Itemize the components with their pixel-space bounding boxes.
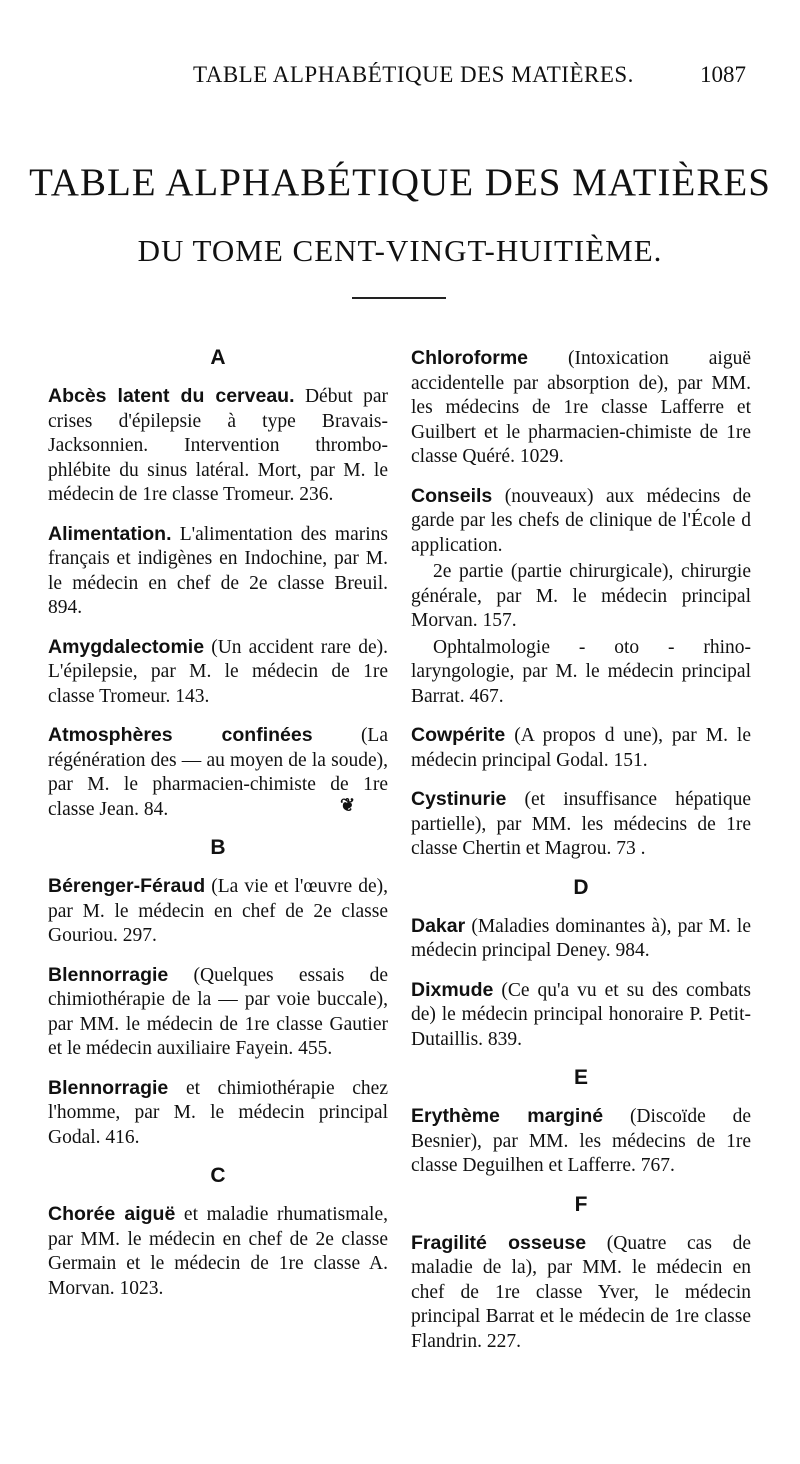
entry-text: (Intoxication aiguë accidentelle par absorption de), par MM. les médecins de 1re classe Lafferre et Guilbert et le pharmacien-chimiste de 1re classe Quéré. 1029. [411,348,751,467]
entry-text: L'alimentation des marins français et indigènes en Indochine, par M. le médecin en chef de 2e classe Breuil. 894. [48,523,388,618]
entry-text: (Ce qu'a vu et su des combats de) le médecin principal honoraire P. Petit-Dutaillis. 839. [411,979,751,1050]
index-entry [411,1231,751,1355]
entry-text: (A propos d une), par M. le médecin principal Godal. 151. [411,725,751,771]
entry-text: (Quatre cas de maladie de la), par MM. le médecin en chef de 1re classe Yver, le médecin principal Barrat et le médecin de 1re classe Flandrin. 227. [411,1232,751,1352]
running-head [0,62,800,94]
index-entry [48,1202,388,1301]
index-sub-entry: 2e partie (partie chirurgicale), chirurgie générale, par M. le médecin principal Morvan. 157. [411,561,751,631]
index-entry [411,484,751,559]
entry-head: Dakar [411,914,466,937]
index-entry [411,1104,751,1179]
entry-text: (nouveaux) aux médecins de garde par les chefs de clinique de l'École d application. [411,485,751,556]
entry-head: Chloroforme [411,347,528,369]
index-entry [411,723,751,773]
index-entry [48,874,388,949]
index-entry [411,914,751,964]
entry-head: Erythème marginé [411,1105,604,1127]
entry-head: Cowpérite [411,724,506,746]
entry-text: (Un accident rare de). L'épilepsie, par M. le médecin de 1re classe Tromeur. 143. [48,636,388,707]
entry-text: Début par crises d'épilepsie à type Bravais-Jacksonnien. Intervention thrombo-phlébite du sinus latéral. Mort, par M. le médecin de 1re classe Tromeur. 236. [48,386,388,505]
entry-text: (La régénération des — au moyen de la soude), par M. le pharmacien-chimiste de 1re classe Jean. 84. [48,725,388,820]
entry-head: Alimentation. [48,522,172,545]
section-letter-a: A [210,346,226,369]
index-entry [48,635,388,710]
page-title: TABLE ALPHABÉTIQUE DES MATIÈRES [29,161,771,204]
page-subtitle: DU TOME CENT-VINGT-HUITIÈME. [137,233,663,268]
entry-head: Cystinurie [411,788,507,810]
index-entry [48,963,388,1062]
entry-head: Chorée aiguë [48,1203,176,1225]
index-entry [48,384,388,508]
page-number: 1087 [700,62,746,87]
section-letter-e: E [573,1066,588,1089]
index-entry [411,978,751,1053]
entry-text: (La vie et l'œuvre de), par M. le médecin en chef de 2e classe Gouriou. 297. [48,876,388,946]
entry-head: Dixmude [411,978,494,1001]
section-letter-c: C [210,1164,226,1187]
index-entry [411,787,751,862]
entry-text: et maladie rhumatismale, par MM. le médecin en chef de 2e classe Germain et le médecin de 1re classe A. Morvan. 1023. [48,1204,388,1299]
entry-text: (et insuffisance hépatique partielle), par MM. les médecins de 1re classe Chertin et Magrou. 73 . [411,789,751,859]
index-entry [48,723,388,822]
title-divider [352,297,446,299]
entry-head: Amygdalectomie [48,635,205,658]
index-entry [411,346,751,470]
section-letter-d: D [573,875,589,899]
index-sub-entry: Ophtalmologie - oto - rhino-laryngologie, par M. le médecin principal Barrat. 467. [411,636,751,707]
entry-head: Bérenger-Féraud [48,875,206,897]
section-letter-f: F [574,1192,588,1216]
entry-head: Conseils [411,484,493,507]
left-column [48,346,388,1315]
entry-text: (Maladies dominantes à), par M. le médecin principal Deney. 984. [411,915,751,961]
section-letter-b: B [210,836,226,859]
entry-text: (Quelques essais de chimiothérapie de la — par voie buccale), par MM. le médecin de 1re classe Gautier et le médecin auxiliaire Fayein. 455. [48,964,388,1059]
entry-text: (Discoïde de Besnier), par MM. les médecins de 1re classe Deguilhen et Lafferre. 767. [411,1106,751,1176]
index-entry [48,1076,388,1151]
entry-head: Blennorragie [48,963,169,986]
ink-mark-icon: ❦ [340,795,356,816]
running-title: TABLE ALPHABÉTIQUE DES MATIÈRES. [193,62,634,87]
entry-text: et chimiothérapie chez l'homme, par M. le médecin principal Godal. 416. [48,1077,388,1148]
entry-head: Blennorragie [48,1076,169,1099]
entry-head: Fragilité osseuse [411,1231,587,1254]
index-entry [48,522,388,621]
entry-head: Abcès latent du cerveau. [48,385,295,407]
entry-head: Atmosphères confinées [48,724,313,746]
right-column [411,346,751,1368]
